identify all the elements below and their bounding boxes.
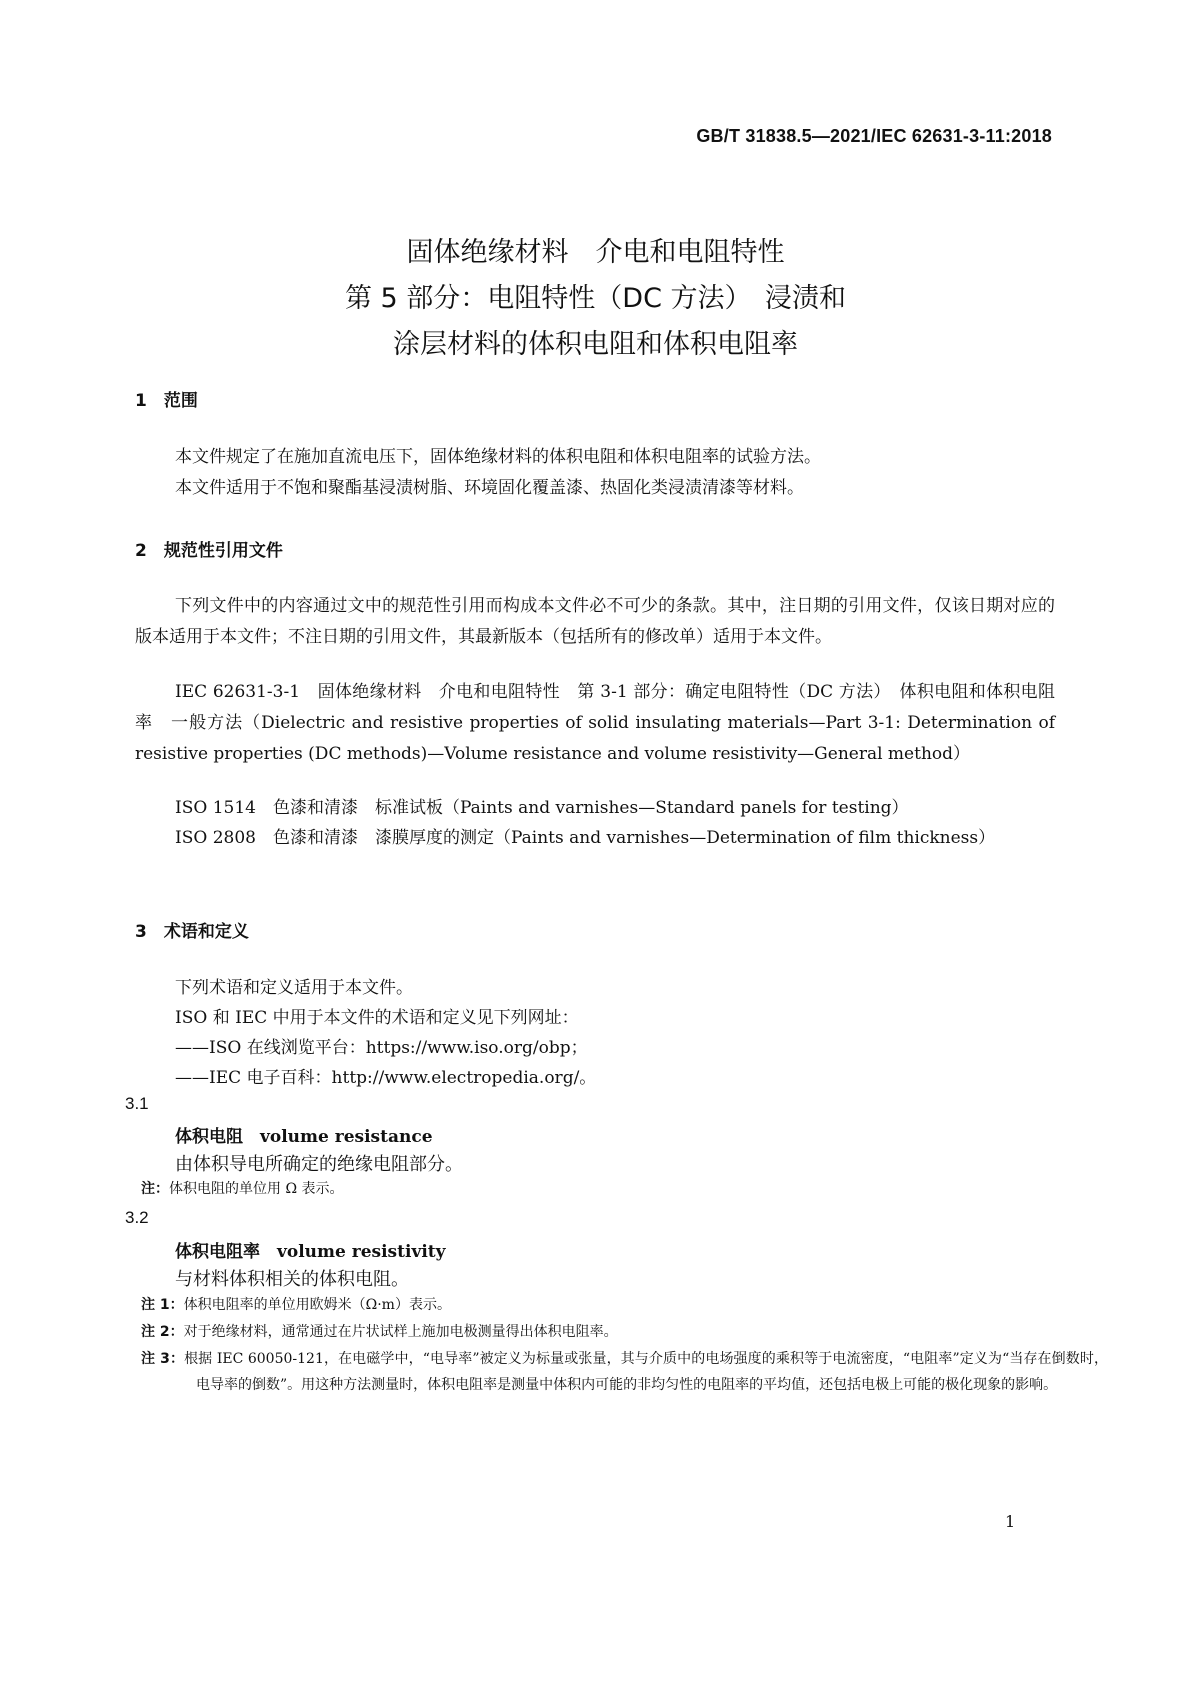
note-text: 体积电阻的单位用 Ω 表示。 — [169, 1181, 344, 1197]
term-definition-volume-resistance: 由体积导电所确定的绝缘电阻部分。 — [175, 1154, 463, 1175]
section-2-intro: 下列文件中的内容通过文中的规范性引用而构成本文件必不可少的条款。其中，注日期的引用文件，仅该日期对应的版本适用于本文件；不注日期的引用文件，其最新版本（包括所有的修改单）适用于本文件。 — [135, 596, 1055, 647]
reference-iso-2808: ISO 2808 色漆和清漆 漆膜厚度的测定（Paints and varnishes—Determination of film thickness） — [175, 828, 996, 848]
reference-iso-1514: ISO 1514 色漆和清漆 标准试板（Paints and varnishes—Standard panels for testing） — [175, 798, 909, 818]
title-line-1: 固体绝缘材料 介电和电阻特性 — [406, 237, 785, 268]
section-2-heading: 2 规范性引用文件 — [135, 541, 283, 561]
title-line-3: 涂层材料的体积电阻和体积电阻率 — [393, 329, 798, 360]
standard-number-header: GB/T 31838.5—2021/IEC 62631-3-11:2018 — [696, 126, 1052, 146]
term-definition-volume-resistivity: 与材料体积相关的体积电阻。 — [175, 1269, 409, 1290]
page-number: 1 — [1005, 1512, 1016, 1531]
term-3-1-note — [141, 1176, 344, 1202]
term-number-3-1: 3.1 — [125, 1094, 149, 1113]
terms-intro-line: 下列术语和定义适用于本文件。 — [175, 978, 413, 998]
term-3-2-note-1 — [141, 1292, 451, 1318]
term-name-volume-resistance: 体积电阻 volume resistance — [175, 1127, 433, 1147]
term-name-volume-resistivity: 体积电阻率 volume resistivity — [175, 1242, 446, 1262]
section-3-heading: 3 术语和定义 — [135, 922, 249, 942]
note-label: 注 3： — [141, 1351, 185, 1367]
note-label: 注： — [141, 1181, 169, 1197]
term-3-2-note-3 — [141, 1346, 1108, 1398]
term-number-3-2: 3.2 — [125, 1208, 149, 1227]
section-1-heading: 1 范围 — [135, 391, 198, 411]
note-text: 体积电阻率的单位用欧姆米（Ω·m）表示。 — [183, 1297, 451, 1313]
term-3-2-note-2 — [141, 1319, 618, 1345]
terms-source-line: ISO 和 IEC 中用于本文件的术语和定义见下列网址： — [175, 1008, 579, 1028]
section-1-paragraph-1: 本文件规定了在施加直流电压下，固体绝缘材料的体积电阻和体积电阻率的试验方法。 — [175, 447, 821, 467]
iec-electropedia-link: ——IEC 电子百科：http://www.electropedia.org/。 — [175, 1068, 597, 1088]
note-text: 根据 IEC 60050-121，在电磁学中，“电导率”被定义为标量或张量，其与介质中的电场强度的乘积等于电流密度，“电阻率”定义为“当存在倒数时，电导率的倒数”。用这种方法测量时，体积电阻率是测量中体积内可能的非均匀性的电阻率的平均值，还包括电极上可能的极化现象的影响。 — [184, 1351, 1108, 1393]
note-text: 对于绝缘材料，通常通过在片状试样上施加电极测量得出体积电阻率。 — [183, 1324, 618, 1340]
note-label: 注 1： — [141, 1297, 184, 1313]
section-1-paragraph-2: 本文件适用于不饱和聚酯基浸渍树脂、环境固化覆盖漆、热固化类浸渍清漆等材料。 — [175, 478, 804, 498]
reference-iec-62631-3-1: IEC 62631-3-1 固体绝缘材料 介电和电阻特性 第 3-1 部分：确定电阻特性（DC 方法） 体积电阻和体积电阻率 一般方法（Dielectric and resistive properties of solid insulating materials—Part 3-1: Determination of resistive properties (DC methods)—Volume resistance and volume resistivity—General method） — [135, 682, 1055, 764]
note-label: 注 2： — [141, 1324, 184, 1340]
document-title — [0, 230, 1191, 368]
iso-obp-link: ——ISO 在线浏览平台：https://www.iso.org/obp； — [175, 1038, 588, 1058]
title-line-2: 第 5 部分：电阻特性（DC 方法） 浸渍和 — [344, 283, 847, 314]
